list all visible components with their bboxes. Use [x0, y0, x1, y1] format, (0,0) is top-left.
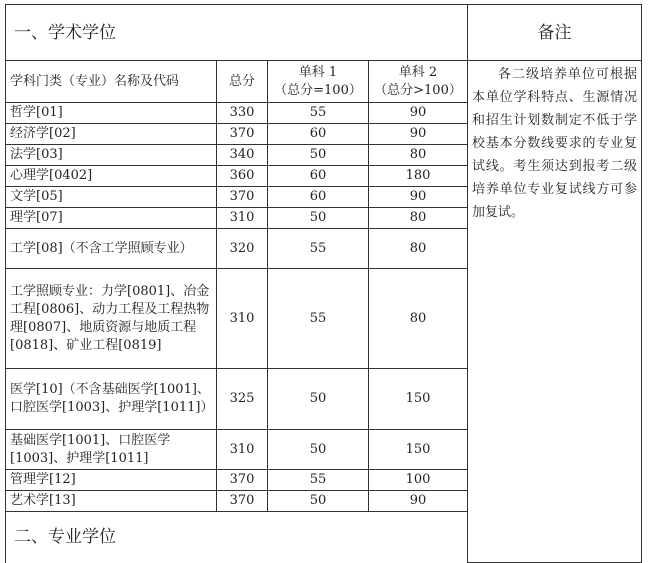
single2-cell: 150	[369, 369, 468, 430]
single1-cell: 60	[268, 124, 369, 145]
subject-cell: 经济学[02]	[6, 124, 217, 145]
section1-title: 一、学术学位	[6, 5, 468, 61]
header-single2-label: 单科 2	[398, 64, 438, 80]
total-cell: 370	[217, 491, 268, 512]
single2-cell: 90	[369, 491, 468, 512]
header-subject: 学科门类（专业）名称及代码	[6, 61, 217, 103]
subject-cell: 理学[07]	[6, 208, 217, 229]
single1-cell: 50	[268, 145, 369, 166]
total-cell: 310	[217, 269, 268, 369]
admission-score-table-wrapper	[5, 4, 642, 563]
total-cell: 310	[217, 430, 268, 470]
subject-cell: 文学[05]	[6, 187, 217, 208]
single2-cell: 90	[369, 103, 468, 124]
total-cell: 340	[217, 145, 268, 166]
remarks-text: 各二级培养单位可根据本单位学科特点、生源情况和招生计划数制定不低于学校基本分数线要求的专业复试线。考生须达到报考二级培养单位专业复试线方可参加复试。	[468, 61, 642, 563]
total-cell: 330	[217, 103, 268, 124]
subject-cell: 管理学[12]	[6, 470, 217, 491]
single1-cell: 50	[268, 208, 369, 229]
total-cell: 370	[217, 124, 268, 145]
single1-cell: 55	[268, 229, 369, 269]
remarks-title: 备注	[468, 5, 642, 61]
single2-cell: 150	[369, 430, 468, 470]
single2-cell: 80	[369, 208, 468, 229]
single1-cell: 50	[268, 369, 369, 430]
single1-cell: 60	[268, 166, 369, 187]
single1-cell: 55	[268, 103, 369, 124]
header-single2-sub: （总分>100）	[374, 82, 462, 98]
single2-cell: 80	[369, 229, 468, 269]
header-single1-sub: （总分=100）	[274, 82, 362, 98]
single1-cell: 50	[268, 491, 369, 512]
subject-cell: 艺术学[13]	[6, 491, 217, 512]
total-cell: 310	[217, 208, 268, 229]
subject-cell: 法学[03]	[6, 145, 217, 166]
subject-cell: 医学[10]（不含基础医学[1001]、口腔医学[1003]、护理学[1011]）	[6, 369, 217, 430]
total-cell: 370	[217, 187, 268, 208]
subject-cell: 基础医学[1001]、口腔医学[1003]、护理学[1011]	[6, 430, 217, 470]
single1-cell: 55	[268, 470, 369, 491]
total-cell: 360	[217, 166, 268, 187]
header-total: 总分	[217, 61, 268, 103]
subject-cell: 心理学[0402]	[6, 166, 217, 187]
header-single1	[268, 61, 369, 103]
header-single2	[369, 61, 468, 103]
single1-cell: 60	[268, 187, 369, 208]
single2-cell: 100	[369, 470, 468, 491]
single1-cell: 50	[268, 430, 369, 470]
subject-cell: 哲学[01]	[6, 103, 217, 124]
single1-cell: 55	[268, 269, 369, 369]
total-cell: 325	[217, 369, 268, 430]
total-cell: 320	[217, 229, 268, 269]
single2-cell: 180	[369, 166, 468, 187]
subject-cell: 工学照顾专业：力学[0801]、冶金工程[0806]、动力工程及工程热物理[0807]、地质资源与地质工程 [0818]、矿业工程[0819]	[6, 269, 217, 369]
section2-title: 二、专业学位	[6, 512, 468, 563]
admission-score-table	[5, 4, 642, 563]
single2-cell: 80	[369, 145, 468, 166]
single2-cell: 80	[369, 269, 468, 369]
subject-cell: 工学[08]（不含工学照顾专业）	[6, 229, 217, 269]
single2-cell: 90	[369, 187, 468, 208]
header-single1-label: 单科 1	[298, 64, 338, 80]
single2-cell: 90	[369, 124, 468, 145]
total-cell: 370	[217, 470, 268, 491]
